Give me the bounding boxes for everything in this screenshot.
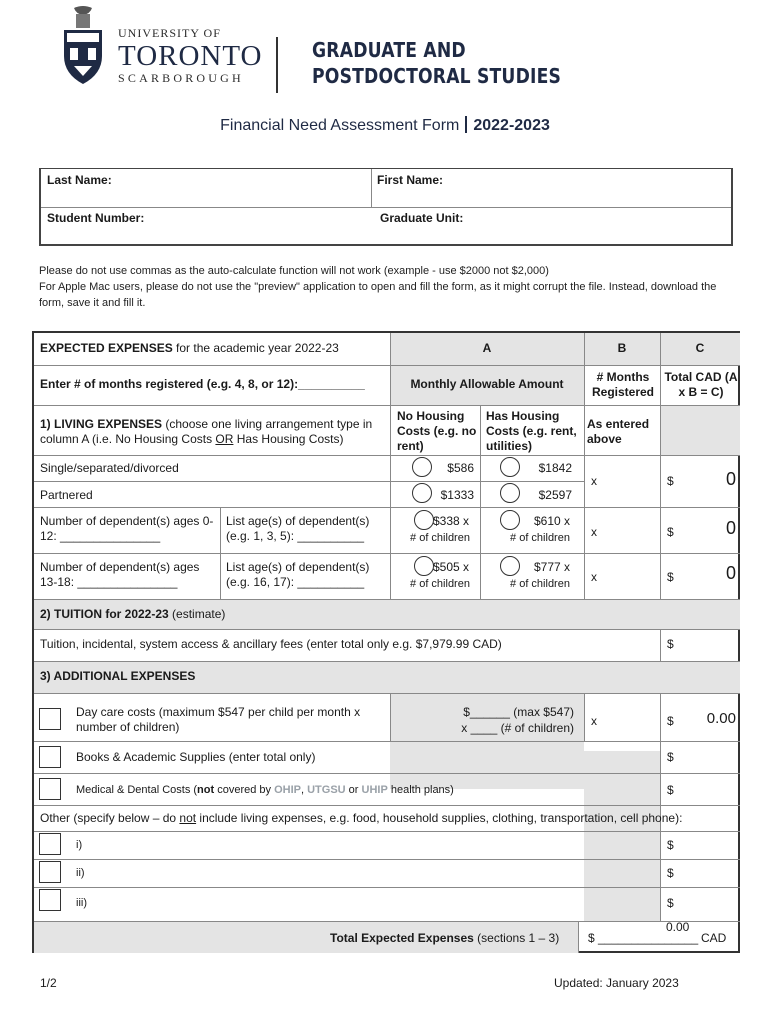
tuition-heading: 2) TUITION for 2022-23 (estimate) [40, 607, 226, 621]
last-name-field[interactable]: Last Name: [47, 173, 112, 187]
medical-label: Medical & Dental Costs (not covered by OHIP, UTGSU or UHIP health plans) [76, 784, 454, 796]
uhip-link[interactable]: UHIP [361, 784, 388, 796]
dependents-0-12-input[interactable]: Number of dependent(s) ages 0-12: _______________ [40, 514, 214, 543]
other-iii-dollar-input[interactable]: $ [667, 896, 674, 910]
other-ii-checkbox[interactable] [39, 861, 61, 883]
gps-line-1: GRADUATE AND [312, 38, 466, 62]
title-separator [465, 116, 467, 133]
single-has-housing-amount: $1842 [538, 461, 572, 475]
dep-0-12-no-housing-radio[interactable] [414, 510, 434, 530]
dep-13-18-no-housing-radio[interactable] [414, 556, 434, 576]
page-number: 1/2 [40, 976, 57, 990]
form-title [0, 116, 770, 135]
uoft-big-text: TORONTO [118, 40, 263, 72]
total-expected-value: 0.00 [666, 920, 690, 934]
medical-checkbox[interactable] [39, 778, 61, 800]
name-box [39, 168, 733, 246]
daycare-dollar-sign: $ [667, 714, 674, 728]
dep-13-18-has-housing-amount: $777 x [534, 560, 571, 574]
dep-0-12-multiply-sign: x [591, 525, 597, 539]
partnered-has-housing-amount: $2597 [538, 488, 572, 502]
daycare-multiply-sign: x [591, 714, 597, 728]
other-ii-dollar-input[interactable]: $ [667, 866, 674, 880]
gps-title [312, 37, 561, 89]
medical-dollar-input[interactable]: $ [667, 783, 674, 797]
single-has-housing-radio[interactable] [500, 457, 520, 477]
other-i-dollar-input[interactable]: $ [667, 838, 674, 852]
logo-divider [276, 37, 278, 93]
uoft-small-text: UNIVERSITY OF [118, 26, 221, 40]
monthly-allowable-header: Monthly Allowable Amount [410, 377, 564, 391]
dep-13-18-has-housing-radio[interactable] [500, 556, 520, 576]
dep-13-18-multiply-sign: x [591, 570, 597, 584]
living-dollar-sign: $ [667, 474, 674, 488]
other-expenses-heading: Other (specify below – do not include living expenses, e.g. food, household supplies, clothing, transportation, cell phone): [40, 811, 683, 825]
form-title-name: Financial Need Assessment Form [220, 117, 460, 134]
single-no-housing-amount: $586 [447, 461, 474, 475]
expected-expenses-heading: EXPECTED EXPENSES for the academic year 2022-23 [40, 341, 339, 355]
total-expected-input[interactable]: $ _______________ [588, 931, 699, 945]
other-i-label[interactable]: i) [76, 839, 83, 851]
single-label: Single/separated/divorced [40, 461, 179, 475]
other-ii-label[interactable]: ii) [76, 867, 85, 879]
dependents-0-12-ages-input[interactable]: List age(s) of dependent(s) (e.g. 1, 3, 5): __________ [226, 514, 370, 543]
books-dollar-input[interactable]: $ [667, 750, 674, 764]
daycare-children-input[interactable]: x ____ (# of children) [461, 721, 574, 735]
partnered-no-housing-amount: $1333 [440, 488, 474, 502]
form-title-year: 2022-2023 [473, 117, 550, 134]
has-housing-header: Has Housing Costs (e.g. rent, utilities) [486, 409, 577, 453]
partnered-label: Partnered [40, 488, 93, 502]
graduate-unit-field[interactable]: Graduate Unit: [380, 211, 464, 225]
dep-0-12-has-housing-radio[interactable] [500, 510, 520, 530]
instructions-note [39, 263, 739, 311]
header [60, 4, 620, 94]
no-housing-header: No Housing Costs (e.g. no rent) [397, 409, 477, 453]
months-registered-input[interactable]: Enter # of months registered (e.g. 4, 8, or 12):__________ [40, 377, 365, 391]
other-iii-label[interactable]: iii) [76, 897, 87, 909]
column-c-header: C [695, 341, 705, 355]
total-expected-expenses-label: Total Expected Expenses (sections 1 – 3) [330, 931, 560, 945]
as-entered-header: As entered above [587, 417, 650, 446]
partnered-no-housing-radio[interactable] [412, 483, 432, 503]
column-a-header: A [482, 341, 492, 355]
dep-13-18-no-housing-children: # of children [410, 578, 470, 590]
dep-0-12-total-value[interactable]: 0 [725, 518, 736, 538]
total-cad-header: Total CAD (A x B = C) [664, 370, 738, 399]
dep-0-12-has-housing-amount: $610 x [534, 514, 571, 528]
partnered-has-housing-radio[interactable] [500, 483, 520, 503]
utgsu-link[interactable]: UTGSU [307, 784, 346, 796]
other-iii-checkbox[interactable] [39, 889, 61, 911]
dependents-13-18-input[interactable]: Number of dependent(s) ages 13-18: _______________ [40, 560, 200, 589]
living-multiply-sign: x [591, 474, 597, 488]
daycare-max-input[interactable]: $______ (max $547) [463, 705, 574, 719]
dep-0-12-no-housing-amount: $338 x [433, 514, 470, 528]
gps-line-2: POSTDOCTORAL STUDIES [312, 64, 562, 88]
single-no-housing-radio[interactable] [412, 457, 432, 477]
updated-date: Updated: January 2023 [554, 976, 679, 990]
column-b-header: B [617, 341, 627, 355]
dependents-13-18-ages-input[interactable]: List age(s) of dependent(s) (e.g. 16, 17): __________ [226, 560, 370, 589]
note-line-1: Please do not use commas as the auto-calculate function will not work (example - use $2000 not $2,000) [39, 265, 549, 277]
university-crest-logo [60, 4, 106, 90]
first-name-field[interactable]: First Name: [377, 173, 444, 187]
expenses-table [32, 331, 740, 953]
dep-13-18-total-value[interactable]: 0 [725, 563, 736, 583]
tuition-dollar-input[interactable]: $ [667, 637, 674, 651]
books-label: Books & Academic Supplies (enter total only) [76, 750, 316, 764]
dep-0-12-has-housing-children: # of children [510, 532, 570, 544]
additional-expenses-heading: 3) ADDITIONAL EXPENSES [40, 669, 196, 683]
note-line-2: For Apple Mac users, please do not use the "preview" application to open and fill the form, as it might corrupt the file. Instead, download the form, save it and fill it. [39, 281, 717, 309]
living-expenses-heading: 1) LIVING EXPENSES (choose one living arrangement type in column A (i.e. No Housing Costs OR Has Housing Costs) [40, 417, 373, 446]
other-i-checkbox[interactable] [39, 833, 61, 855]
dep-0-12-dollar-sign: $ [667, 525, 674, 539]
ohip-link[interactable]: OHIP [274, 784, 301, 796]
dep-13-18-has-housing-children: # of children [510, 578, 570, 590]
living-total-value[interactable]: 0 [725, 469, 736, 489]
dep-0-12-no-housing-children: # of children [410, 532, 470, 544]
student-number-field[interactable]: Student Number: [47, 211, 145, 225]
books-checkbox[interactable] [39, 746, 61, 768]
dep-13-18-dollar-sign: $ [667, 570, 674, 584]
tuition-row-label: Tuition, incidental, system access & ancillary fees (enter total only e.g. $7,979.99 CAD) [40, 637, 502, 651]
uoft-campus-text: SCARBOROUGH [118, 71, 244, 85]
daycare-label: Day care costs (maximum $547 per child per month x number of children) [76, 705, 361, 734]
total-cad-label: CAD [701, 931, 727, 945]
dep-13-18-no-housing-amount: $505 x [433, 560, 470, 574]
daycare-total-value[interactable]: 0.00 [706, 710, 736, 727]
months-registered-header: # Months Registered [591, 370, 655, 399]
daycare-checkbox[interactable] [39, 708, 61, 730]
